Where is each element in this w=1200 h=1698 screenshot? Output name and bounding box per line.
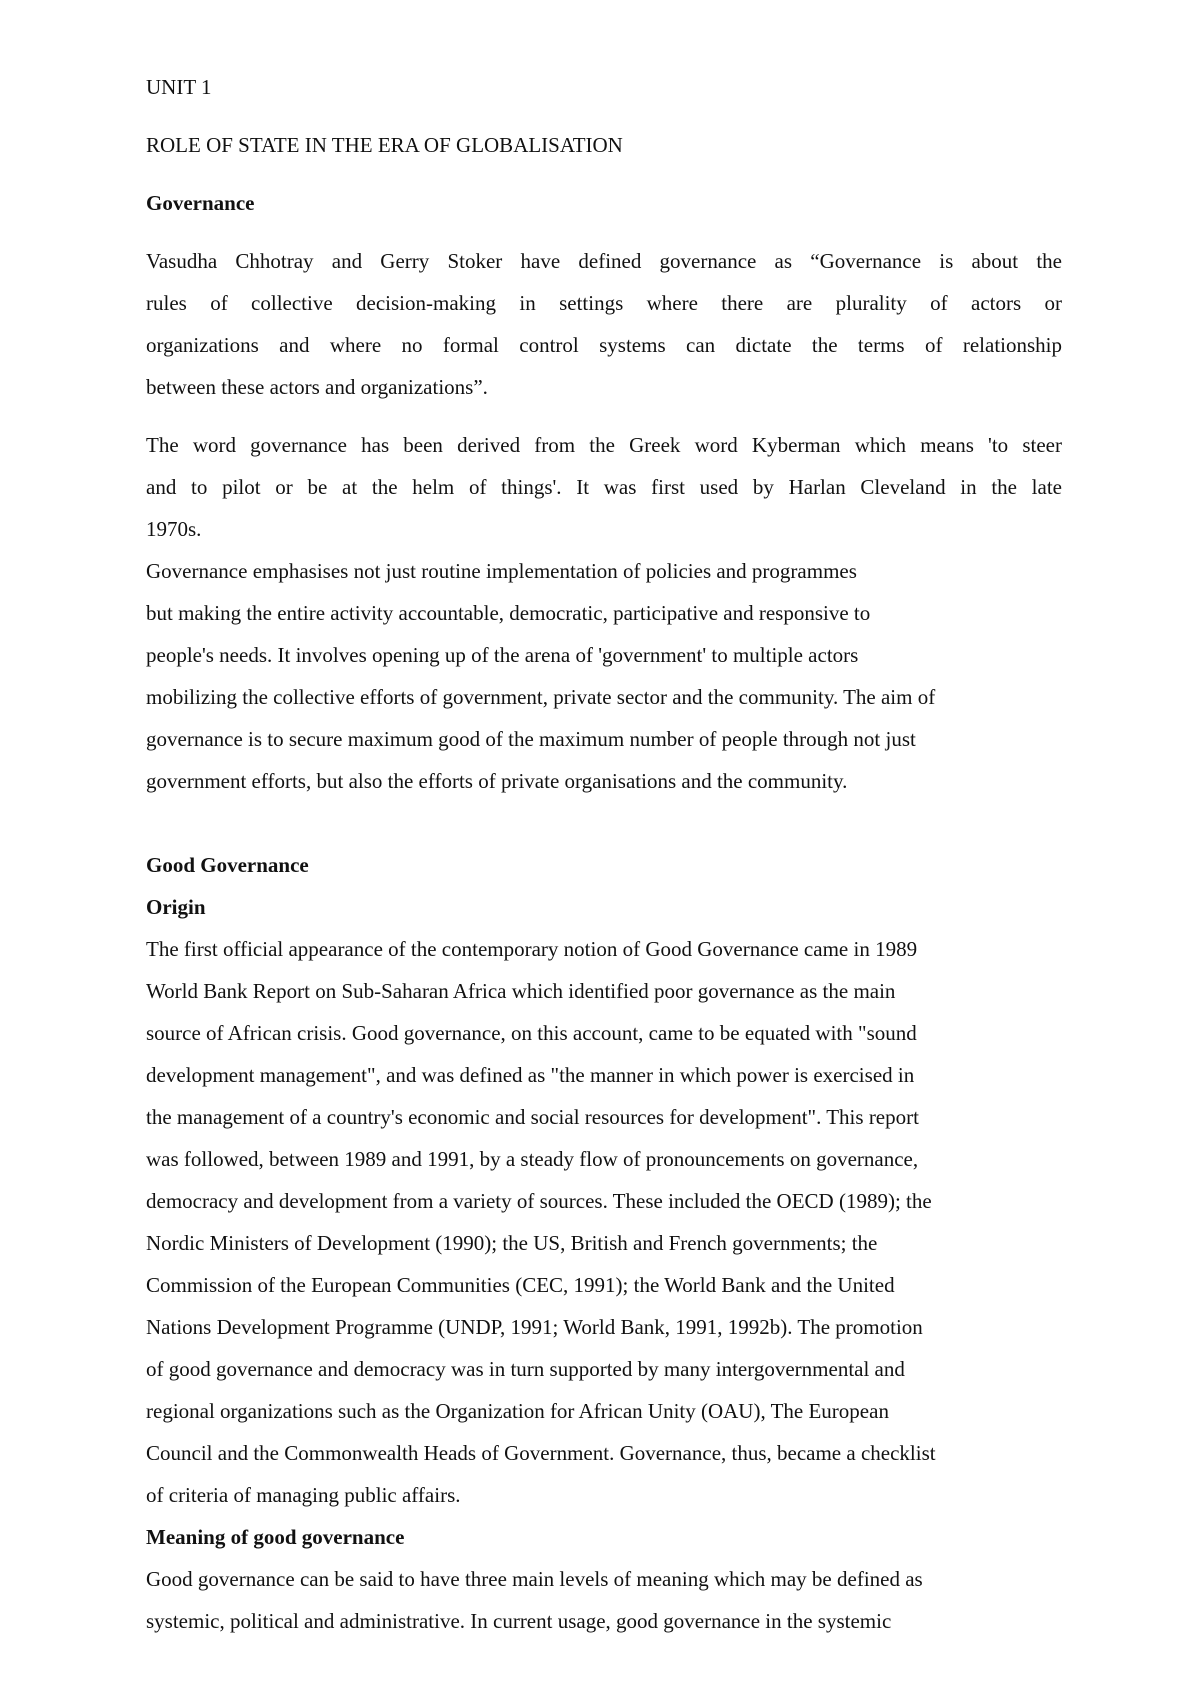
origin-paragraph [146, 928, 1062, 1516]
paragraph-line: development management", and was defined as "the manner in which power is exercised in [146, 1063, 915, 1087]
paragraph-line: democracy and development from a variety of sources. These included the OECD (1989); the [146, 1189, 932, 1213]
paragraph-line: of good governance and democracy was in turn supported by many intergovernmental and [146, 1357, 905, 1381]
paragraph-line: Nordic Ministers of Development (1990); the US, British and French governments; the [146, 1231, 878, 1255]
meaning-paragraph [146, 1558, 1062, 1642]
paragraph-line: Nations Development Programme (UNDP, 1991; World Bank, 1991, 1992b). The promotion [146, 1315, 923, 1339]
paragraph-line: governance is to secure maximum good of the maximum number of people through not just [146, 727, 916, 751]
meaning-subheading: Meaning of good governance [146, 1525, 405, 1549]
document-title: ROLE OF STATE IN THE ERA OF GLOBALISATION [146, 133, 623, 157]
paragraph-line: mobilizing the collective efforts of government, private sector and the community. The aim of [146, 685, 936, 709]
paragraph-line: between these actors and organizations”. [146, 375, 488, 399]
governance-paragraph-3 [146, 550, 1062, 802]
paragraph-line: regional organizations such as the Organization for African Unity (OAU), The European [146, 1399, 889, 1423]
origin-subheading: Origin [146, 895, 206, 919]
paragraph-line: people's needs. It involves opening up of the arena of 'government' to multiple actors [146, 643, 859, 667]
document-page [146, 66, 1062, 1642]
paragraph-line: was followed, between 1989 and 1991, by a steady flow of pronouncements on governance, [146, 1147, 919, 1171]
paragraph-line: source of African crisis. Good governance, on this account, came to be equated with "sound [146, 1021, 917, 1045]
paragraph-line: rules of collective decision-making in settings where there are plurality of actors or [146, 291, 1062, 315]
paragraph-line: World Bank Report on Sub-Saharan Africa which identified poor governance as the main [146, 979, 896, 1003]
paragraph-line: Vasudha Chhotray and Gerry Stoker have defined governance as “Governance is about the [146, 249, 1062, 273]
paragraph-line: 1970s. [146, 517, 202, 541]
paragraph-line: of criteria of managing public affairs. [146, 1483, 461, 1507]
governance-paragraph-2 [146, 424, 1062, 550]
governance-heading: Governance [146, 191, 255, 215]
paragraph-line: The word governance has been derived from the Greek word Kyberman which means 'to steer [146, 433, 1062, 457]
paragraph-line: Commission of the European Communities (CEC, 1991); the World Bank and the United [146, 1273, 895, 1297]
paragraph-line: Good governance can be said to have three main levels of meaning which may be defined as [146, 1567, 923, 1591]
paragraph-line: systemic, political and administrative. In current usage, good governance in the systemic [146, 1609, 892, 1633]
paragraph-line: Council and the Commonwealth Heads of Government. Governance, thus, became a checklist [146, 1441, 936, 1465]
unit-label: UNIT 1 [146, 75, 212, 99]
paragraph-line: government efforts, but also the efforts of private organisations and the community. [146, 769, 848, 793]
governance-paragraph-1 [146, 240, 1062, 408]
paragraph-line: and to pilot or be at the helm of things'. It was first used by Harlan Cleveland in the late [146, 475, 1062, 499]
paragraph-line: Governance emphasises not just routine implementation of policies and programmes [146, 559, 857, 583]
paragraph-line: but making the entire activity accountable, democratic, participative and responsive to [146, 601, 871, 625]
paragraph-line: The first official appearance of the contemporary notion of Good Governance came in 1989 [146, 937, 918, 961]
paragraph-line: the management of a country's economic and social resources for development". This report [146, 1105, 919, 1129]
paragraph-line: organizations and where no formal control systems can dictate the terms of relationship [146, 333, 1062, 357]
good-governance-heading: Good Governance [146, 853, 309, 877]
